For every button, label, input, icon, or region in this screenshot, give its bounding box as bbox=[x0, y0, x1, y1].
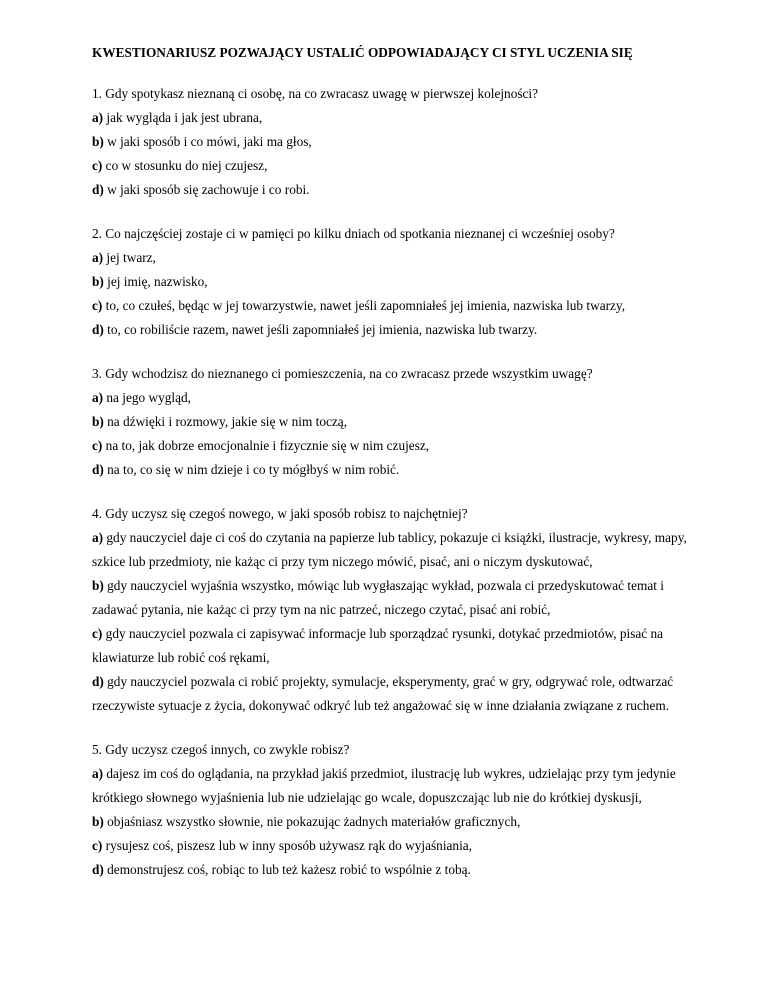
answer-text: co w stosunku do niej czujesz, bbox=[102, 158, 268, 173]
answer-text: gdy nauczyciel pozwala ci zapisywać informacje lub sporządzać rysunki, dotykać przedmiotów, pisać na klawiaturze lub robić coś rękami, bbox=[92, 626, 664, 665]
answer-text: jej imię, nazwisko, bbox=[103, 274, 208, 289]
question-3 bbox=[92, 362, 692, 482]
answer-b bbox=[92, 810, 692, 834]
answer-text: jak wygląda i jak jest ubrana, bbox=[103, 110, 263, 125]
answer-text: jej twarz, bbox=[103, 250, 156, 265]
answer-b bbox=[92, 410, 692, 434]
question-4 bbox=[92, 502, 692, 718]
answer-c bbox=[92, 434, 692, 458]
answer-letter: a) bbox=[92, 390, 104, 405]
answer-letter: c) bbox=[92, 298, 103, 313]
answer-letter: c) bbox=[92, 838, 103, 853]
question-text: 5. Gdy uczysz czegoś innych, co zwykle robisz? bbox=[92, 742, 350, 757]
question-5 bbox=[92, 738, 692, 882]
answer-text: na dźwięki i rozmowy, jakie się w nim toczą, bbox=[103, 414, 348, 429]
question-text: 1. Gdy spotykasz nieznaną ci osobę, na co zwracasz uwagę w pierwszej kolejności? bbox=[92, 86, 539, 101]
questionnaire-page bbox=[92, 44, 692, 882]
answer-letter: c) bbox=[92, 158, 103, 173]
question-text: 4. Gdy uczysz się czegoś nowego, w jaki sposób robisz to najchętniej? bbox=[92, 506, 468, 521]
answer-text: gdy nauczyciel daje ci coś do czytania na papierze lub tablicy, pokazuje ci książki, ilustracje, wykresy, mapy, szkice lub przedmioty, nie każąc ci przy tym niczego mówić, pisać, ani o niczym dyskutować, bbox=[92, 530, 687, 569]
answer-a bbox=[92, 106, 692, 130]
answer-letter: c) bbox=[92, 438, 103, 453]
answer-letter: a) bbox=[92, 766, 104, 781]
answer-a bbox=[92, 246, 692, 270]
answer-text: rysujesz coś, piszesz lub w inny sposób używasz rąk do wyjaśniania, bbox=[102, 838, 472, 853]
answer-letter: a) bbox=[92, 110, 104, 125]
answer-letter: d) bbox=[92, 862, 104, 877]
document-title: KWESTIONARIUSZ POZWAJĄCY USTALIĆ ODPOWIADAJĄCY CI STYL UCZENIA SIĘ bbox=[92, 45, 633, 60]
question-1 bbox=[92, 82, 692, 202]
answer-text: objaśniasz wszystko słownie, nie pokazując żadnych materiałów graficznych, bbox=[103, 814, 521, 829]
answer-letter: b) bbox=[92, 578, 104, 593]
answer-letter: a) bbox=[92, 530, 104, 545]
answer-text: na to, co się w nim dzieje i co ty mógłbyś w nim robić. bbox=[103, 462, 400, 477]
answer-text: w jaki sposób się zachowuje i co robi. bbox=[103, 182, 310, 197]
question-text: 3. Gdy wchodzisz do nieznanego ci pomieszczenia, na co zwracasz przede wszystkim uwagę? bbox=[92, 366, 593, 381]
answer-c bbox=[92, 294, 692, 318]
answer-letter: d) bbox=[92, 462, 104, 477]
answer-text: gdy nauczyciel wyjaśnia wszystko, mówiąc lub wygłaszając wykład, pozwala ci przedyskutować temat i zadawać pytania, nie każąc ci przy tym na nic patrzeć, niczego czytać, pisać ani robić, bbox=[92, 578, 664, 617]
answer-letter: d) bbox=[92, 322, 104, 337]
answer-text: to, co robiliście razem, nawet jeśli zapomniałeś jej imienia, nazwiska lub twarzy. bbox=[103, 322, 538, 337]
answer-c bbox=[92, 154, 692, 178]
answer-letter: d) bbox=[92, 674, 104, 689]
answer-letter: b) bbox=[92, 274, 104, 289]
answer-d bbox=[92, 178, 692, 202]
answer-letter: b) bbox=[92, 814, 104, 829]
answer-text: gdy nauczyciel pozwala ci robić projekty, symulacje, eksperymenty, grać w gry, odgrywać role, odtwarzać rzeczywiste sytuacje z życia, dokonywać odkryć lub też angażować się w inne działania związane z ruchem. bbox=[92, 674, 674, 713]
answer-d bbox=[92, 318, 692, 342]
answer-a bbox=[92, 526, 692, 574]
answer-text: dajesz im coś do oglądania, na przykład jakiś przedmiot, ilustrację lub wykres, udzielając przy tym jedynie krótkiego słownego wyjaśnienia lub nie udzielając go wcale, dopuszczając lub nie do krótkiej dyskusji, bbox=[92, 766, 676, 805]
answer-text: demonstrujesz coś, robiąc to lub też każesz robić to wspólnie z tobą. bbox=[103, 862, 471, 877]
answer-text: na to, jak dobrze emocjonalnie i fizycznie się w nim czujesz, bbox=[102, 438, 430, 453]
answer-b bbox=[92, 574, 692, 622]
answer-text: na jego wygląd, bbox=[103, 390, 191, 405]
question-text: 2. Co najczęściej zostaje ci w pamięci po kilku dniach od spotkania nieznanej ci wcześniej osoby? bbox=[92, 226, 615, 241]
answer-c bbox=[92, 622, 692, 670]
answer-d bbox=[92, 858, 692, 882]
answer-letter: a) bbox=[92, 250, 104, 265]
answer-d bbox=[92, 458, 692, 482]
answer-letter: b) bbox=[92, 134, 104, 149]
answer-text: w jaki sposób i co mówi, jaki ma głos, bbox=[103, 134, 312, 149]
answer-a bbox=[92, 386, 692, 410]
answer-letter: d) bbox=[92, 182, 104, 197]
answer-b bbox=[92, 130, 692, 154]
answer-a bbox=[92, 762, 692, 810]
answer-c bbox=[92, 834, 692, 858]
question-2 bbox=[92, 222, 692, 342]
answer-d bbox=[92, 670, 692, 718]
answer-letter: c) bbox=[92, 626, 103, 641]
answer-letter: b) bbox=[92, 414, 104, 429]
answer-b bbox=[92, 270, 692, 294]
answer-text: to, co czułeś, będąc w jej towarzystwie, nawet jeśli zapomniałeś jej imienia, nazwiska lub twarzy, bbox=[102, 298, 626, 313]
